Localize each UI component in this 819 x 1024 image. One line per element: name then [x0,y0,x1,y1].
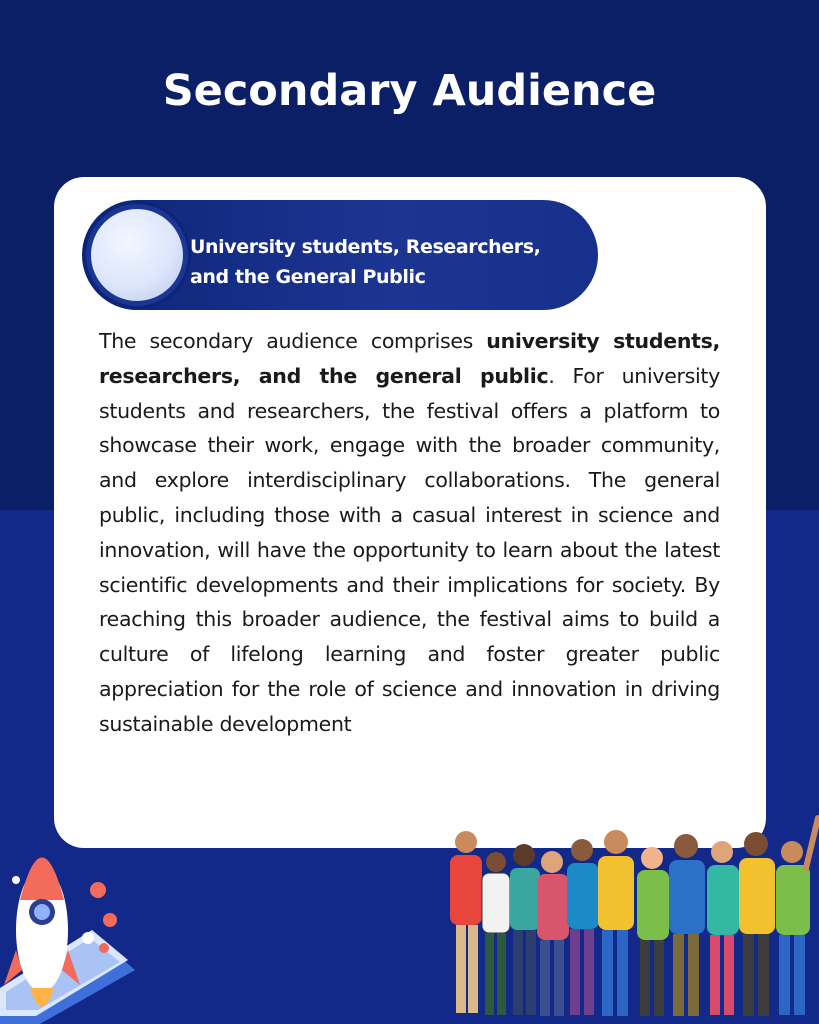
paragraph-intro: The secondary audience comprises [99,329,487,353]
paragraph-highlight: university students, researchers, and the general public [99,329,721,388]
card-heading [190,232,590,292]
paragraph-rest: . For university students and researchers, the festival offers a platform to showcase their work, engage with the broader community, and explore interdisciplinary collaborations. The general public, including those with a casual interest in science and innovation, will have the opportunity to learn about the latest scientific developments and their implications for society. By reaching this broader audience, the festival aims to build a culture of lifelong learning and foster greater public appreciation for the role of science and innovation in driving sustainable development [99,363,720,736]
rocket-illustration-icon [0,820,140,1024]
body-paragraph [99,324,720,742]
card-heading-line2: and the General Public [190,266,426,288]
card-heading-line1: University students, Researchers, [190,236,541,258]
circle-icon [86,204,188,306]
people-group-illustration-icon [430,810,819,1024]
page-title: Secondary Audience [162,66,657,116]
